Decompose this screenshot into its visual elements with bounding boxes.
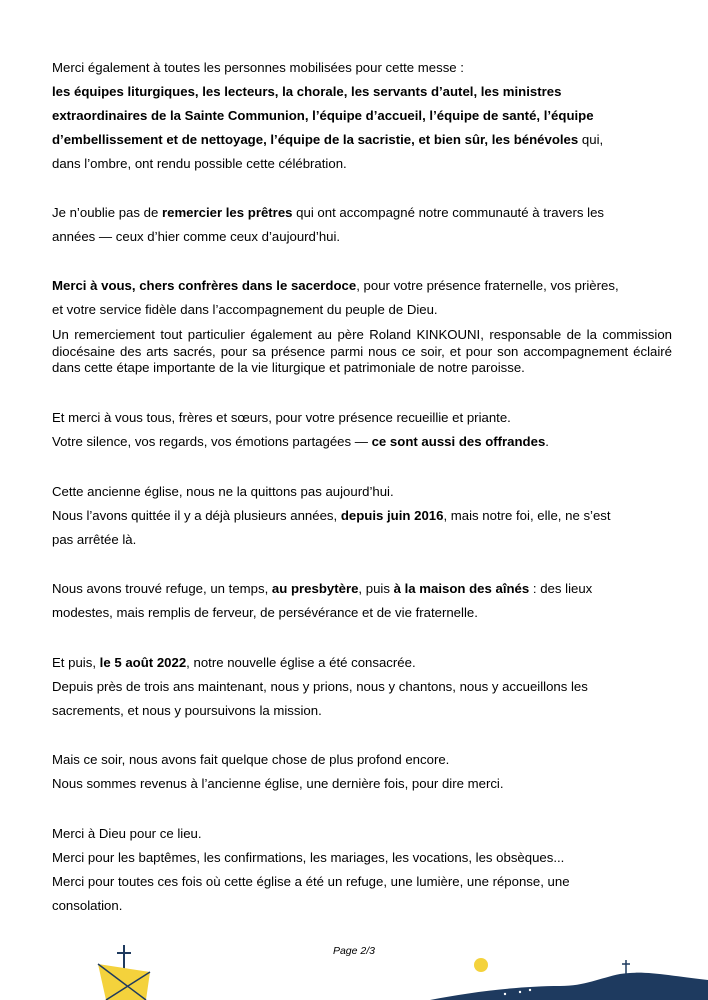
page-number: Page 2/3	[332, 945, 376, 957]
p9-line-2: Merci pour les baptêmes, les confirmations, les mariages, les vocations, les obsèques...	[52, 850, 565, 865]
p6-line-1-bold-1: au presbytère	[271, 581, 359, 596]
p4-line-1: Et merci à vous tous, frères et sœurs, pour votre présence recueillie et priante.	[52, 410, 511, 425]
p7-line-1-a: Et puis,	[52, 655, 100, 670]
p5-line-2	[52, 508, 611, 524]
p1-line-5: dans l’ombre, ont rendu possible cette célébration.	[52, 156, 347, 171]
p2-line-1	[52, 205, 604, 221]
p5-line-2-a: Nous l’avons quittée il y a déjà plusieurs années,	[52, 508, 341, 523]
p7-line-2: Depuis près de trois ans maintenant, nous y prions, nous y chantons, nous y accueillons les	[52, 679, 588, 694]
p6-line-1-b: , puis	[358, 581, 394, 596]
p6-line-1	[52, 581, 592, 597]
p1-line-4-rest: qui,	[578, 132, 604, 147]
p1-line-4-bold: d’embellissement et de nettoyage, l’équipe de la sacristie, et bien sûr, les bénévoles	[52, 132, 579, 147]
p1-line-2-bold: les équipes liturgiques, les lecteurs, la chorale, les servants d’autel, les ministres	[52, 84, 562, 99]
p2-line-2: années — ceux d’hier comme ceux d’aujourd’hui.	[52, 229, 341, 244]
p1-line-4	[52, 132, 603, 148]
p9-line-3: Merci pour toutes ces fois où cette église a été un refuge, une lumière, une réponse, une	[52, 874, 570, 889]
p3-line-2: et votre service fidèle dans l’accompagnement du peuple de Dieu.	[52, 302, 438, 317]
p6-line-1-a: Nous avons trouvé refuge, un temps,	[52, 581, 272, 596]
p3-line-1-bold: Merci à vous, chers confrères dans le sacerdoce	[52, 278, 357, 293]
p7-line-3: sacrements, et nous y poursuivons la mission.	[52, 703, 322, 718]
sail-cross-icon	[98, 945, 150, 1000]
footer-decoration	[0, 930, 708, 1000]
p4-line-2-bold: ce sont aussi des offrandes	[371, 434, 546, 449]
p3-line-1-rest: , pour votre présence fraternelle, vos prières,	[356, 278, 619, 293]
p1-line-1: Merci également à toutes les personnes mobilisées pour cette messe :	[52, 60, 464, 75]
p4-line-2	[52, 434, 549, 450]
p5-line-3: pas arrêtée là.	[52, 532, 137, 547]
p5-line-2-b: , mais notre foi, elle, ne s’est	[443, 508, 611, 523]
p9-line-4: consolation.	[52, 898, 123, 913]
p5-line-1: Cette ancienne église, nous ne la quittons pas aujourd’hui.	[52, 484, 394, 499]
p1-line-3-bold: extraordinaires de la Sainte Communion, l’équipe d’accueil, l’équipe de santé, l’équipe	[52, 108, 594, 123]
p1-line-3	[52, 108, 594, 124]
p4-line-2-b: .	[545, 434, 549, 449]
p4-line-2-a: Votre silence, vos regards, vos émotions partagées —	[52, 434, 372, 449]
p7-line-1-bold: le 5 août 2022	[99, 655, 187, 670]
p6-line-1-c: : des lieux	[529, 581, 593, 596]
p6-line-1-bold-2: à la maison des aînés	[393, 581, 530, 596]
p3-block: Un remerciement tout particulier également au père Roland KINKOUNI, responsable de la commission diocésaine des arts sacrés, pour sa présence parmi nous ce soir, et pour son accompagnement éclairé dans cette étape importante de la vie liturgique et patrimoniale de notre paroisse.	[52, 327, 672, 375]
p2-line-1-bold: remercier les prêtres	[161, 205, 293, 220]
p6-line-2: modestes, mais remplis de ferveur, de persévérance et de vie fraternelle.	[52, 605, 478, 620]
p9-line-1: Merci à Dieu pour ce lieu.	[52, 826, 202, 841]
p3-line-1	[52, 278, 619, 294]
p5-line-2-bold: depuis juin 2016	[340, 508, 444, 523]
hill-chapel-icon	[430, 960, 708, 1000]
p2-line-1-a: Je n’oublie pas de	[52, 205, 162, 220]
p8-line-2: Nous sommes revenus à l’ancienne église, une dernière fois, pour dire merci.	[52, 776, 504, 791]
p2-line-1-b: qui ont accompagné notre communauté à travers les	[292, 205, 605, 220]
p7-line-1	[52, 655, 416, 671]
p8-line-1: Mais ce soir, nous avons fait quelque chose de plus profond encore.	[52, 752, 450, 767]
sun-icon	[474, 958, 488, 972]
p7-line-1-b: , notre nouvelle église a été consacrée.	[186, 655, 416, 670]
p1-line-2	[52, 84, 561, 100]
